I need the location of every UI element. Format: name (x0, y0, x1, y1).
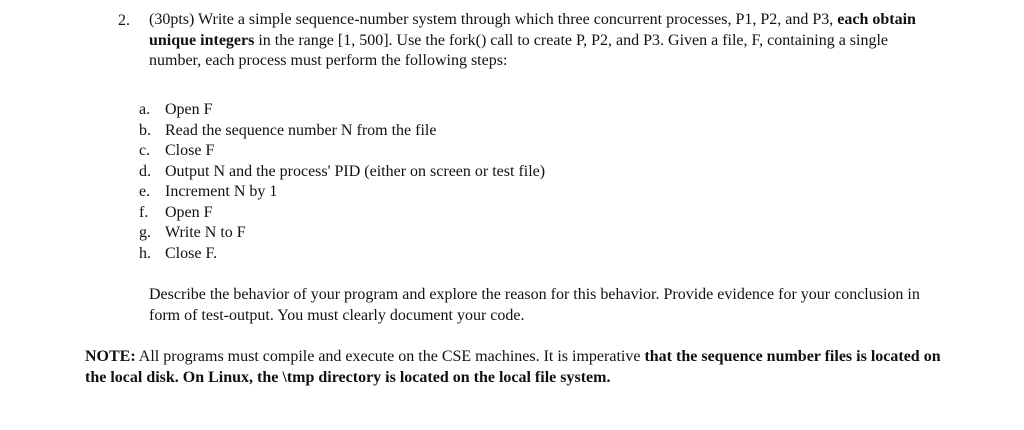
step-letter: g. (139, 224, 151, 241)
list-item (139, 223, 545, 244)
step-letter: d. (139, 162, 151, 180)
note-text-bold: that the sequence number files is located on the local disk. On Linux, the \tmp directory is located on the local file system. (85, 348, 941, 386)
step-letter: f. (139, 203, 149, 221)
steps-list (139, 100, 545, 264)
step-text: Output N and the process' PID (either on screen or test file) (165, 162, 546, 180)
note-paragraph (85, 346, 945, 388)
list-item (139, 182, 545, 203)
step-letter: h. (139, 244, 151, 262)
step-text: Close F. (165, 244, 218, 262)
note-label: NOTE: (85, 348, 136, 365)
step-text: Open F (165, 101, 213, 118)
question-text-part2: in the range [1, 500]. Use the fork() call to create P, P2, and P3. Given a file, F, containing a single number, each process must perform the following steps: (149, 31, 889, 69)
question-points: (30pts) (149, 11, 195, 28)
question-text-part1: Write a simple sequence-number system through which three concurrent processes, P1, P2, and P3, (194, 11, 838, 28)
step-text: Close F (165, 142, 215, 159)
note-text-plain: All programs must compile and execute on the CSE machines. It is imperative (135, 348, 645, 365)
list-item (139, 244, 545, 265)
question-text-bold: each obtain unique integers (149, 11, 916, 49)
list-item (139, 141, 545, 162)
step-text: Open F (165, 203, 213, 221)
step-text: Increment N by 1 (165, 183, 278, 200)
step-text: Write N to F (165, 224, 246, 241)
question-text (149, 10, 939, 72)
list-item (139, 100, 545, 121)
step-letter: b. (139, 121, 151, 139)
list-item (139, 162, 545, 183)
step-letter: c. (139, 142, 151, 159)
step-text: Read the sequence number N from the file (165, 121, 437, 139)
step-letter: a. (139, 101, 151, 118)
question-number: 2. (118, 12, 130, 29)
describe-paragraph: Describe the behavior of your program and explore the reason for this behavior. Provide evidence for your conclusion in form of test-output. You must clearly document your code. (149, 286, 920, 324)
step-letter: e. (139, 183, 151, 200)
list-item (139, 203, 545, 224)
list-item (139, 121, 545, 142)
